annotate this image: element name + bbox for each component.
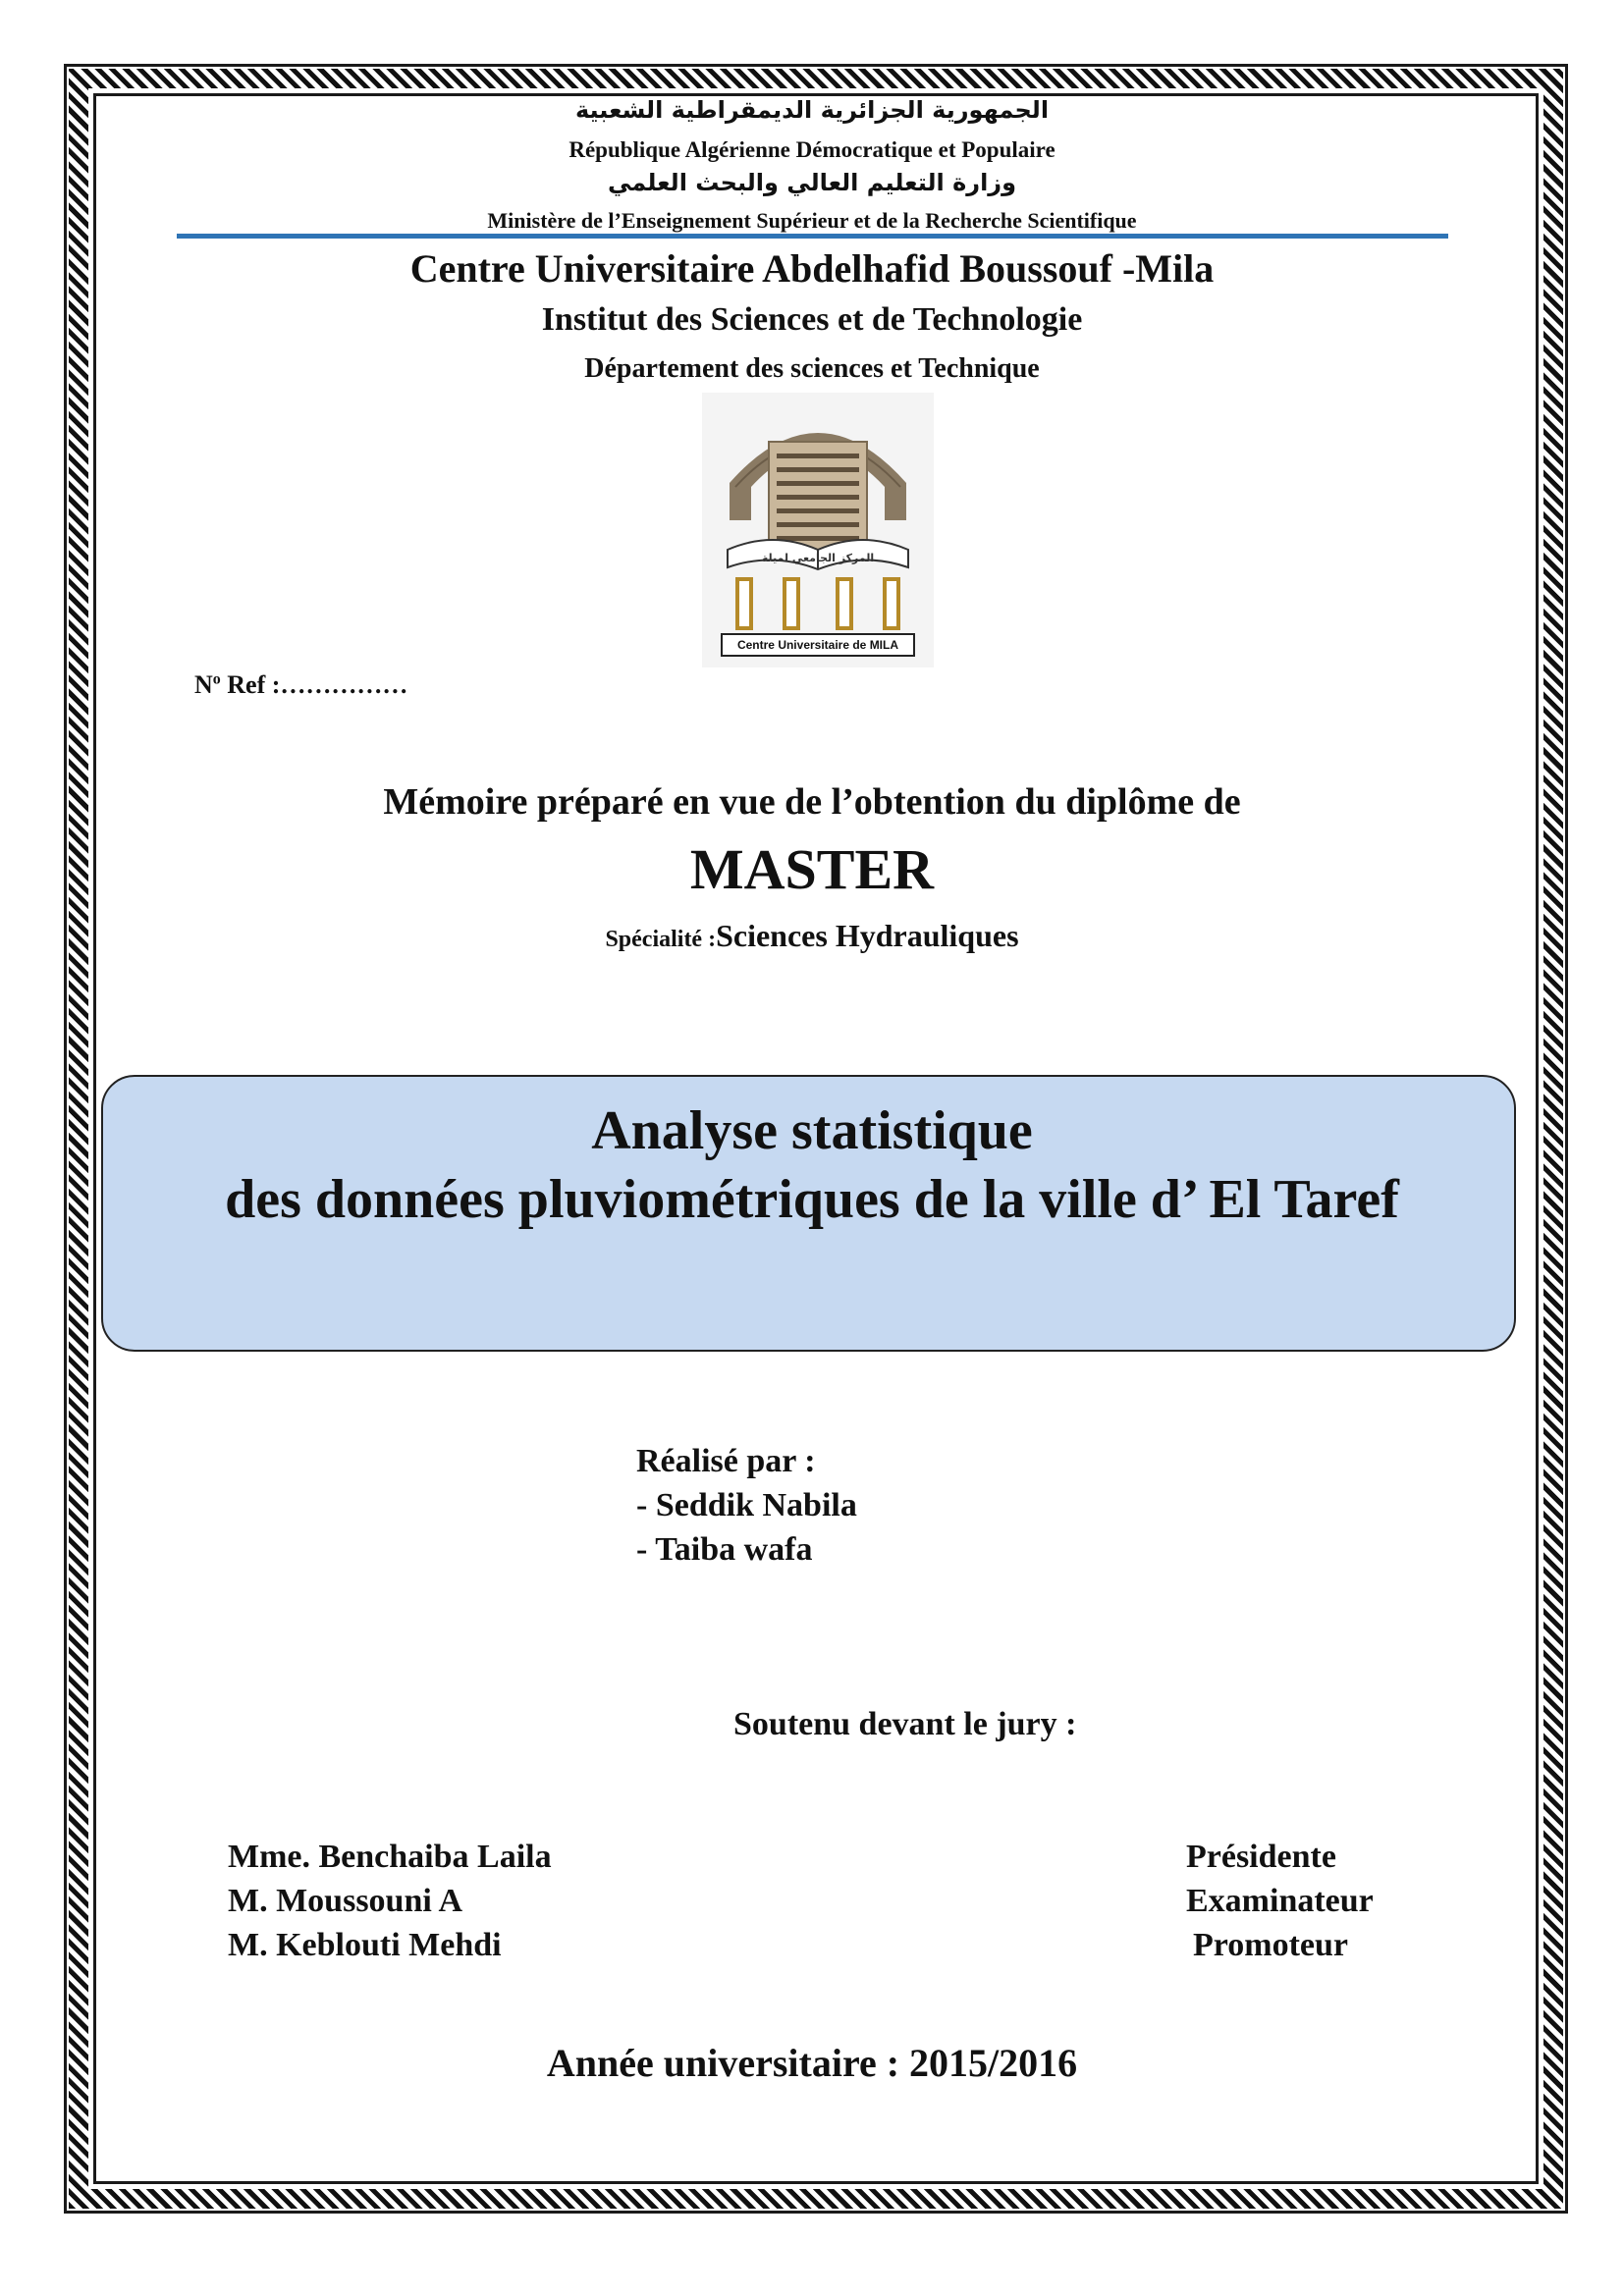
- reference-label: N: [194, 670, 213, 699]
- department-name: Département des sciences et Technique: [584, 353, 1040, 384]
- republic-arabic: الجمهورية الجزائرية الديمقراطية الشعبية: [574, 96, 1050, 124]
- reference-dots: Ref :……………: [220, 670, 408, 699]
- jury-member-role: Promoteur: [1193, 1927, 1348, 1963]
- jury-member-name: M. Moussouni A: [228, 1883, 462, 1919]
- thesis-title-line1: Analyse statistique: [591, 1100, 1033, 1161]
- thesis-title-line2: des données pluviométriques de la ville d’ El Taref: [225, 1169, 1399, 1230]
- author-name: - Seddik Nabila: [636, 1487, 857, 1523]
- logo-arabic-text: المركز الجامعي لميلة: [761, 552, 875, 564]
- centre-name: Centre Universitaire Abdelhafid Boussouf -Mila: [409, 246, 1215, 291]
- jury-member-name: M. Keblouti Mehdi: [228, 1927, 502, 1963]
- jury-member-role: Présidente: [1186, 1839, 1336, 1875]
- ministry-arabic: وزارة التعليم العالي والبحث العلمي: [607, 169, 1017, 196]
- speciality-label: Spécialité :: [605, 927, 717, 952]
- authors-label: Réalisé par :: [636, 1443, 816, 1479]
- republic-french: République Algérienne Démocratique et Populaire: [568, 137, 1056, 162]
- academic-year: Année universitaire : 2015/2016: [546, 2041, 1078, 2085]
- ministry-french: Ministère de l’Enseignement Supérieur et de la Recherche Scientifique: [487, 208, 1137, 233]
- degree-level: MASTER: [689, 837, 935, 901]
- author-name: - Taiba wafa: [636, 1531, 813, 1568]
- logo-caption: Centre Universitaire de MILA: [736, 638, 899, 652]
- speciality-line: [0, 918, 1624, 954]
- institute-name: Institut des Sciences et de Technologie: [541, 301, 1083, 338]
- jury-member-role: Examinateur: [1186, 1883, 1374, 1919]
- degree-intro: Mémoire préparé en vue de l’obtention du diplôme de: [383, 781, 1241, 823]
- header-rule: [177, 234, 1448, 239]
- reference-sup: o: [212, 670, 221, 688]
- university-logo-graphic: [702, 393, 934, 667]
- university-logo: [702, 393, 934, 667]
- jury-label: Soutenu devant le jury :: [733, 1706, 1077, 1742]
- reference-number: [194, 670, 407, 700]
- jury-member-name: Mme. Benchaiba Laila: [228, 1839, 552, 1875]
- speciality-value: Sciences Hydrauliques: [716, 918, 1019, 953]
